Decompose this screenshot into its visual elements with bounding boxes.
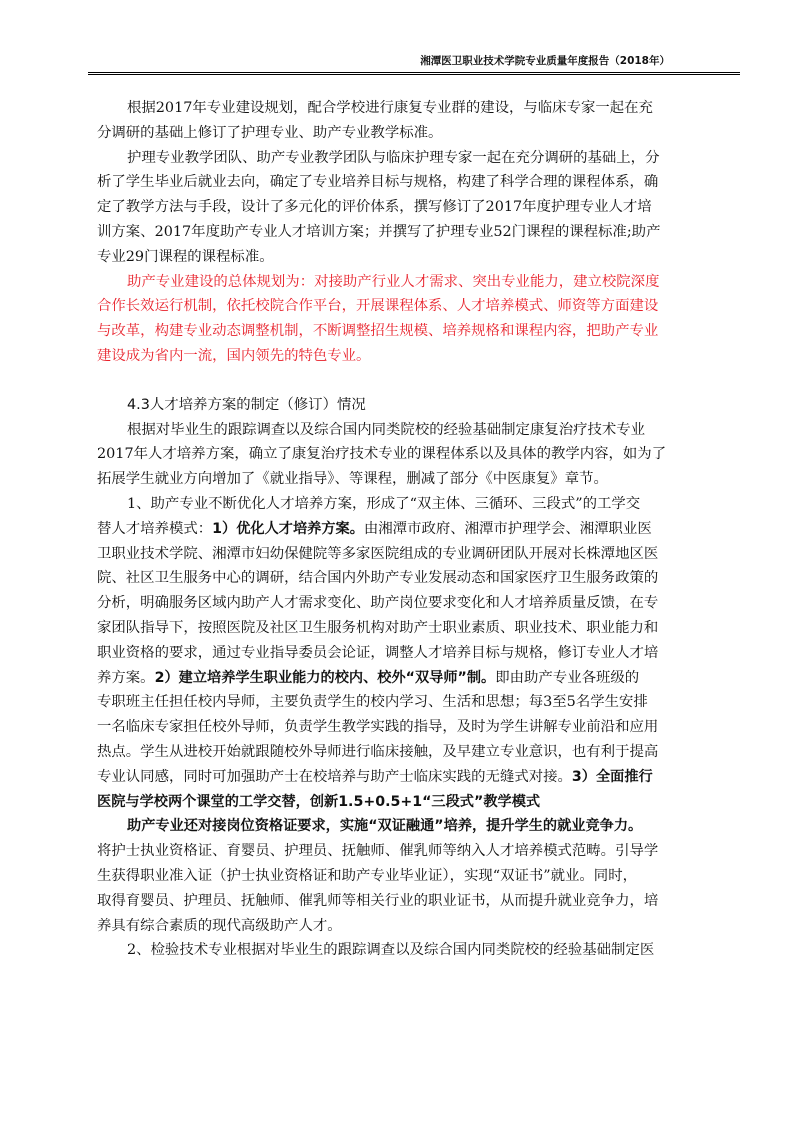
text-line: 1、助产专业不断优化人才培养方案，形成了“双主体、三循环、三段式”的工学交 bbox=[127, 495, 641, 512]
text-line: 卫职业技术学院、湘潭市妇幼保健院等多家医院组成的专业调研团队开展对长株潭地区医 bbox=[97, 545, 659, 562]
header-rule bbox=[88, 74, 740, 75]
paragraph-5 bbox=[97, 492, 749, 814]
text-line: 析了学生毕业后就业去向，确定了专业培养目标与规格，构建了科学合理的课程体系，确 bbox=[97, 174, 659, 191]
bold-line: 医院与学校两个课堂的工学交替，创新1.5+0.5+1“三段式”教学模式 bbox=[97, 793, 541, 810]
bold-run: 1）优化人才培养方案。 bbox=[212, 520, 364, 537]
text-line: 根据2017年专业建设规划，配合学校进行康复专业群的建设，与临床专家一起在充 bbox=[127, 100, 653, 116]
paragraph-7 bbox=[97, 938, 749, 963]
spacer bbox=[97, 369, 749, 393]
text-line: 建设成为省内一流，国内领先的特色专业。 bbox=[97, 347, 371, 364]
text-run: 养方案。 bbox=[97, 669, 155, 686]
paragraph-6 bbox=[97, 814, 749, 938]
text-run: 替人才培养模式： bbox=[97, 520, 213, 537]
text-line: 热点。学生从进校开始就跟随校外导师进行临床接触，及早建立专业意识，也有利于提高 bbox=[97, 743, 659, 760]
text-line: 专业29门课程的课程标准。 bbox=[97, 248, 274, 265]
text-line: 定了教学方法与手段，设计了多元化的评价体系，撰写修订了2017年度护理专业人才培 bbox=[97, 199, 652, 216]
text-line: 根据对毕业生的跟踪调查以及综合国内同类院校的经验基础制定康复治疗技术专业 bbox=[127, 421, 646, 438]
header-title: 湘潭医卫职业技术学院专业质量年度报告（2018年） bbox=[420, 55, 670, 67]
bold-run: 3）全面推行 bbox=[571, 768, 653, 785]
text-run: 即由助产专业各班级的 bbox=[495, 669, 640, 686]
text-line: 护理专业教学团队、助产专业教学团队与临床护理专家一起在充分调研的基础上，分 bbox=[127, 149, 660, 166]
bold-line: 助产专业还对接岗位资格证要求，实施“双证融通”培养，提升学生的就业竞争力。 bbox=[127, 818, 643, 835]
text-line: 养具有综合素质的现代高级助产人才。 bbox=[97, 917, 342, 934]
text-run: 由湘潭市政府、湘潭市护理学会、湘潭职业医 bbox=[363, 520, 652, 537]
text-line: 合作长效运行机制，依托校院合作平台，开展课程体系、人才培养模式、师资等方面建设 bbox=[97, 298, 659, 315]
text-line: 助产专业建设的总体规划为：对接助产行业人才需求、突出专业能力，建立校院深度 bbox=[127, 273, 660, 290]
text-line: 专职班主任担任校内导师，主要负责学生的校内学习、生活和思想；每3至5名学生安排 bbox=[97, 694, 648, 711]
section-heading: 4.3人才培养方案的制定（修订）情况 bbox=[127, 396, 366, 413]
paragraph-2 bbox=[97, 146, 749, 270]
page-header bbox=[88, 50, 740, 73]
paragraph-1 bbox=[97, 96, 749, 146]
text-run: 专业认同感，同时可加强助产士在校培养与助产士临床实践的无缝式对接。 bbox=[97, 768, 572, 785]
text-line bbox=[97, 517, 749, 542]
text-line: 拓展学生就业方向增加了《就业指导》、等课程，删减了部分《中医康复》章节。 bbox=[97, 471, 608, 488]
text-line: 院、社区卫生服务中心的调研，结合国内外助产专业发展动态和国家医疗卫生服务政策的 bbox=[97, 570, 659, 587]
text-line bbox=[97, 765, 749, 790]
document-body bbox=[97, 96, 749, 963]
text-line: 生获得职业准入证（护士执业资格证和助产专业毕业证），实现“双证书”就业。同时， bbox=[97, 867, 637, 884]
paragraph-4 bbox=[97, 418, 749, 492]
text-line: 将护士执业资格证、育婴员、护理员、抚触师、催乳师等纳入人才培养模式范畴。引导学 bbox=[97, 843, 659, 860]
text-line bbox=[97, 666, 749, 691]
text-line: 分析，明确服务区域内助产人才需求变化、助产岗位要求变化和人才培养质量反馈，在专 bbox=[97, 595, 659, 612]
text-line: 分调研的基础上修订了护理专业、助产专业教学标准。 bbox=[97, 124, 443, 141]
text-line: 2、检验技术专业根据对毕业生的跟踪调查以及综合国内同类院校的经验基础制定医 bbox=[127, 942, 655, 959]
text-line: 2017年人才培养方案，确立了康复治疗技术专业的课程体系以及具体的教学内容，如为了 bbox=[97, 446, 667, 463]
text-line: 与改革，构建专业动态调整机制，不断调整招生规模、培养规格和课程内容，把助产专业 bbox=[97, 323, 659, 340]
paragraph-3-highlight bbox=[97, 270, 749, 369]
text-line: 训方案、2017年度助产专业人才培训方案；并撰写了护理专业52门课程的课程标准;助产 bbox=[97, 223, 661, 240]
text-line: 取得育婴员、护理员、抚触师、催乳师等相关行业的职业证书，从而提升就业竞争力，培 bbox=[97, 892, 659, 909]
text-line: 家团队指导下，按照医院及社区卫生服务机构对助产士职业素质、职业技术、职业能力和 bbox=[97, 619, 659, 636]
text-line: 职业资格的要求，通过专业指导委员会论证，调整人才培养目标与规格，修订专业人才培 bbox=[97, 644, 659, 661]
bold-run: 2）建立培养学生职业能力的校内、校外“双导师”制。 bbox=[154, 669, 496, 686]
text-line: 一名临床专家担任校外导师，负责学生教学实践的指导，及时为学生讲解专业前沿和应用 bbox=[97, 719, 659, 736]
